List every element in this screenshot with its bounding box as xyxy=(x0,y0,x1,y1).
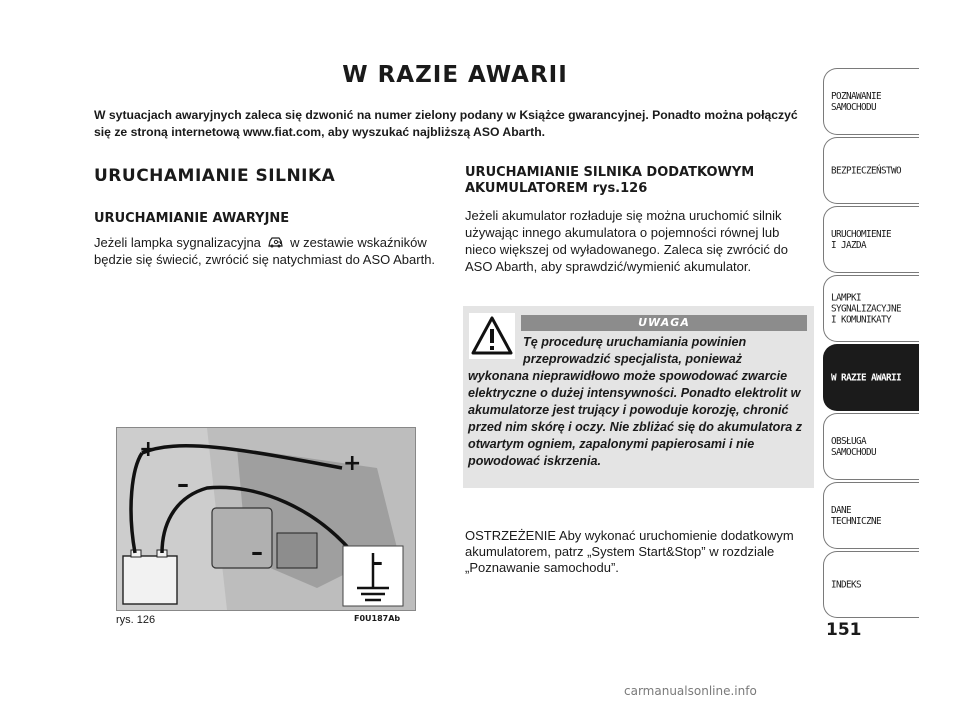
figure-caption: rys. 126 xyxy=(116,614,156,626)
paragraph-text-after-icon: w zestawie wskaźników będzie się świecić, zwrócić się natychmiast do ASO Abarth. xyxy=(94,235,436,267)
figure-jump-start-illustration xyxy=(116,427,416,611)
tab-poznawanie-samochodu[interactable]: POZNAWANIE SAMOCHODU xyxy=(823,68,919,135)
figure-code: F0U187Ab xyxy=(354,614,401,623)
warning-text-line2: przeprowadzić specjalista, ponieważ xyxy=(523,352,743,366)
tab-uruchomienie-i-jazda[interactable]: URUCHOMIENIE I JAZDA xyxy=(823,206,919,273)
booster-start-paragraph: Jeżeli akumulator rozładuje się można uruchomić silnik używając innego akumulatora o pojemności równej lub nieco większej od wyładowanego. Zaleca się zwrócić do ASO Abarth, aby sprawdzić/wymienić akumulator. xyxy=(465,208,788,274)
intro-paragraph: W sytuacjach awaryjnych zaleca się dzwonić na numer zielony podany w Książce gwarancyjnej. Ponadto można połączyć się ze stroną internetową www.fiat.com, aby wyszukać najbliższą ASO Abarth. xyxy=(94,108,798,139)
section-title: URUCHAMIANIE SILNIKA xyxy=(94,166,336,186)
figure-minus-label-mid: – xyxy=(251,538,263,566)
tab-indeks[interactable]: INDEKS xyxy=(823,551,919,618)
tab-lampki-sygnalizacyjne[interactable]: LAMPKI SYGNALIZACYJNE I KOMUNIKATY xyxy=(823,275,919,342)
figure-minus-label-left: – xyxy=(177,470,189,498)
paragraph-text-before-icon: Jeżeli lampka sygnalizacyjna xyxy=(94,235,261,250)
warning-text xyxy=(468,334,808,470)
page-title: W RAZIE AWARII xyxy=(342,62,568,88)
subsection-title-emergency-start: URUCHAMIANIE AWARYJNE xyxy=(94,211,290,226)
warning-text-line1: Tę procedurę uruchamiania powinien xyxy=(523,335,747,349)
start-stop-note: OSTRZEŻENIE Aby wykonać uruchomienie dodatkowym akumulatorem, patrz „System Start&Stop” w rozdziale „Poznawanie samochodu”. xyxy=(465,528,794,575)
subsection-title-booster-start: URUCHAMIANIE SILNIKA DODATKOWYM AKUMULATOREM rys.126 xyxy=(465,165,755,196)
warning-label: UWAGA xyxy=(521,315,807,331)
watermark: carmanualsonline.info xyxy=(624,684,757,698)
figure-plus-label-left: + xyxy=(139,437,158,462)
tab-bezpieczenstwo[interactable]: BEZPIECZEŃSTWO xyxy=(823,137,919,204)
tab-obsluga-samochodu[interactable]: OBSŁUGA SAMOCHODU xyxy=(823,413,919,480)
tab-dane-techniczne[interactable]: DANE TECHNICZNE xyxy=(823,482,919,549)
jump-start-illustration xyxy=(117,428,415,610)
tab-w-razie-awarii[interactable]: W RAZIE AWARII xyxy=(823,344,919,411)
emergency-start-paragraph xyxy=(94,234,439,268)
warning-text-rest: wykonana nieprawidłowo może spowodować zwarcie elektryczne o dużej intensywności. Ponadto elektrolit w akumulatorze jest trujący i powoduje korozję, chronić przed nim skórę i oczy. Nie zbliżać się do akumulatora z otwartym ogniem, zapalonymi papierosami i nie powodować iskrzenia. xyxy=(468,369,803,468)
figure-plus-label-right: + xyxy=(343,451,362,476)
figure-minus-label-ground: – xyxy=(371,548,383,576)
immobilizer-car-key-icon xyxy=(267,235,285,249)
page-number: 151 xyxy=(826,620,862,640)
